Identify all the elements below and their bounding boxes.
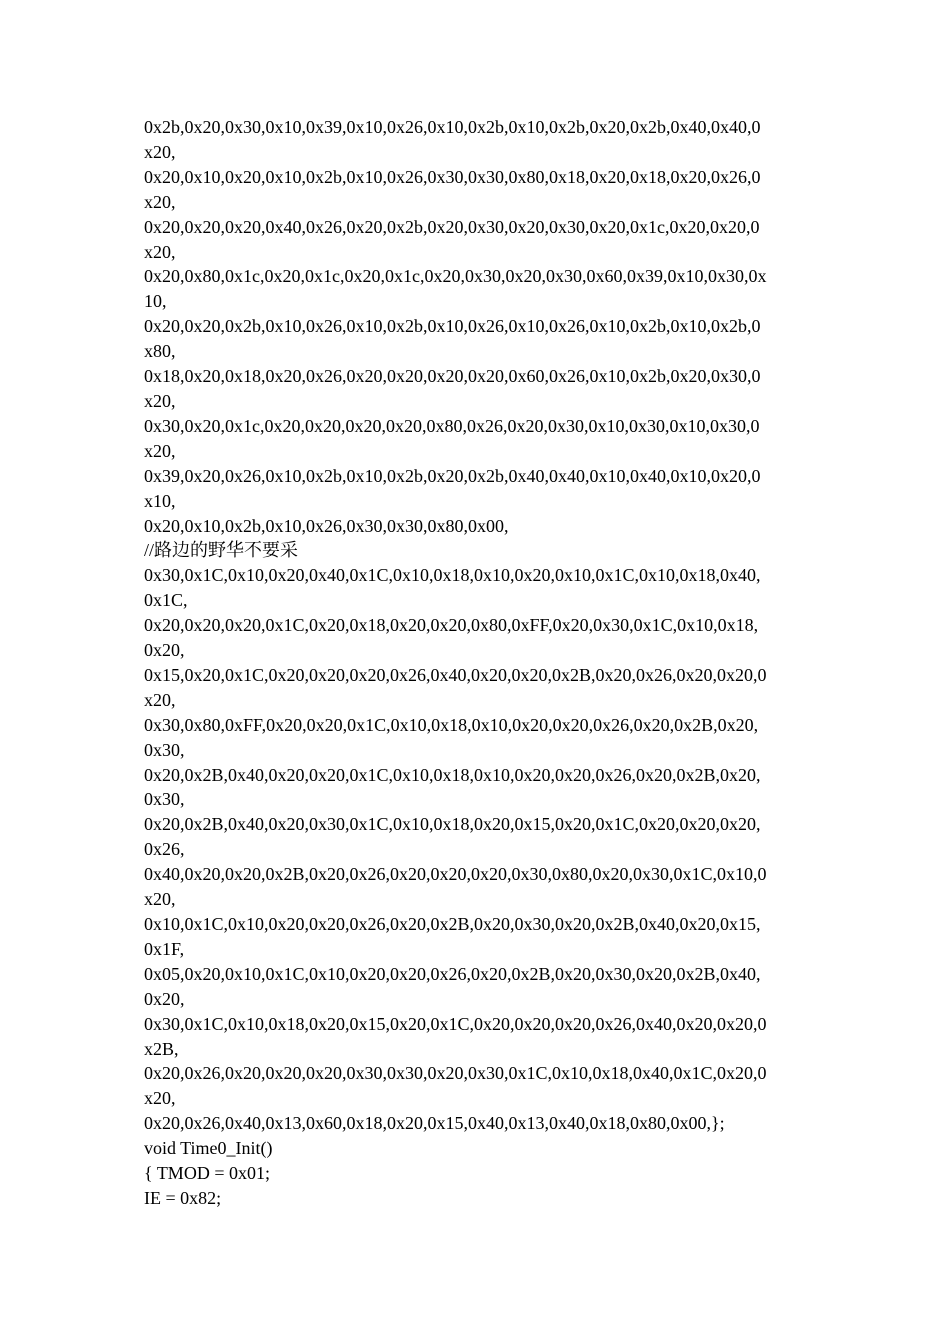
text-line: 0x20,0x2B,0x40,0x20,0x20,0x1C,0x10,0x18,0x10,0x20,0x20,0x26,0x20,0x2B,0x20, [144,764,761,785]
text-line: x20, [144,191,176,212]
text-line: 0x15,0x20,0x1C,0x20,0x20,0x20,0x26,0x40,0x20,0x20,0x2B,0x20,0x26,0x20,0x20,0 [144,664,767,685]
text-line: x80, [144,341,176,362]
text-line: 0x30,0x80,0xFF,0x20,0x20,0x1C,0x10,0x18,0x10,0x20,0x20,0x26,0x20,0x2B,0x20, [144,714,759,735]
text-line: x20, [144,889,176,910]
text-line: x20, [144,440,176,461]
text-line: 0x10,0x1C,0x10,0x20,0x20,0x26,0x20,0x2B,0x20,0x30,0x20,0x2B,0x40,0x20,0x15, [144,914,761,934]
text-line: 0x20,0x10,0x2b,0x10,0x26,0x30,0x30,0x80,0x00, [144,515,509,536]
text-line: 0x20,0x20,0x20,0x1C,0x20,0x18,0x20,0x20,0x80,0xFF,0x20,0x30,0x1C,0x10,0x18, [144,615,759,636]
text-line: 0x30,0x1C,0x10,0x20,0x40,0x1C,0x10,0x18,0x10,0x20,0x10,0x1C,0x10,0x18,0x40, [144,565,761,586]
text-line: 0x20, [144,988,185,1009]
text-line: x20, [144,141,176,162]
text-line: 0x20,0x26,0x40,0x13,0x60,0x18,0x20,0x15,0x40,0x13,0x40,0x18,0x80,0x00,}; [144,1113,725,1134]
text-line: IE = 0x82; [144,1187,222,1208]
text-line: 0x1F, [144,938,185,959]
text-line: 0x30, [144,789,185,810]
text-line: 0x30, [144,739,185,760]
text-line: 0x18,0x20,0x18,0x20,0x26,0x20,0x20,0x20,0x20,0x60,0x26,0x10,0x2b,0x20,0x30,0 [144,366,761,387]
text-line: 0x20, [144,640,185,661]
text-line: x20, [144,1088,176,1109]
text-line: x2B, [144,1038,179,1059]
document-body [144,115,824,1211]
text-line: { TMOD = 0x01; [144,1163,270,1184]
text-line: x20, [144,241,176,262]
text-line: 0x20,0x26,0x20,0x20,0x20,0x30,0x30,0x20,0x30,0x1C,0x10,0x18,0x40,0x1C,0x20,0 [144,1063,767,1084]
text-line: 0x20,0x20,0x2b,0x10,0x26,0x10,0x2b,0x10,0x26,0x10,0x26,0x10,0x2b,0x10,0x2b,0 [144,316,761,337]
text-line: 0x2b,0x20,0x30,0x10,0x39,0x10,0x26,0x10,0x2b,0x10,0x2b,0x20,0x2b,0x40,0x40,0 [144,117,761,137]
text-line: 0x20,0x10,0x20,0x10,0x2b,0x10,0x26,0x30,0x30,0x80,0x18,0x20,0x18,0x20,0x26,0 [144,166,761,187]
text-line: x20, [144,689,176,710]
text-line: 10, [144,291,167,312]
text-line: 0x40,0x20,0x20,0x2B,0x20,0x26,0x20,0x20,0x20,0x30,0x80,0x20,0x30,0x1C,0x10,0 [144,864,767,885]
text-line: 0x20,0x80,0x1c,0x20,0x1c,0x20,0x1c,0x20,0x30,0x20,0x30,0x60,0x39,0x10,0x30,0x [144,266,767,287]
text-line: void Time0_Init() [144,1138,273,1159]
text-line: 0x20,0x2B,0x40,0x20,0x30,0x1C,0x10,0x18,0x20,0x15,0x20,0x1C,0x20,0x20,0x20, [144,814,761,835]
text-line: 0x05,0x20,0x10,0x1C,0x10,0x20,0x20,0x26,0x20,0x2B,0x20,0x30,0x20,0x2B,0x40, [144,963,761,984]
text-line: x10, [144,490,176,511]
text-line: //路边的野华不要采 [144,540,299,561]
text-line: 0x20,0x20,0x20,0x40,0x26,0x20,0x2b,0x20,0x30,0x20,0x30,0x20,0x1c,0x20,0x20,0 [144,216,760,237]
text-line: 0x39,0x20,0x26,0x10,0x2b,0x10,0x2b,0x20,0x2b,0x40,0x40,0x10,0x40,0x10,0x20,0 [144,465,761,486]
text-line: 0x1C, [144,590,188,611]
text-line: x20, [144,390,176,411]
text-line: 0x30,0x20,0x1c,0x20,0x20,0x20,0x20,0x80,0x26,0x20,0x30,0x10,0x30,0x10,0x30,0 [144,415,760,436]
text-line: 0x30,0x1C,0x10,0x18,0x20,0x15,0x20,0x1C,0x20,0x20,0x20,0x26,0x40,0x20,0x20,0 [144,1013,767,1034]
text-line: 0x26, [144,839,185,860]
